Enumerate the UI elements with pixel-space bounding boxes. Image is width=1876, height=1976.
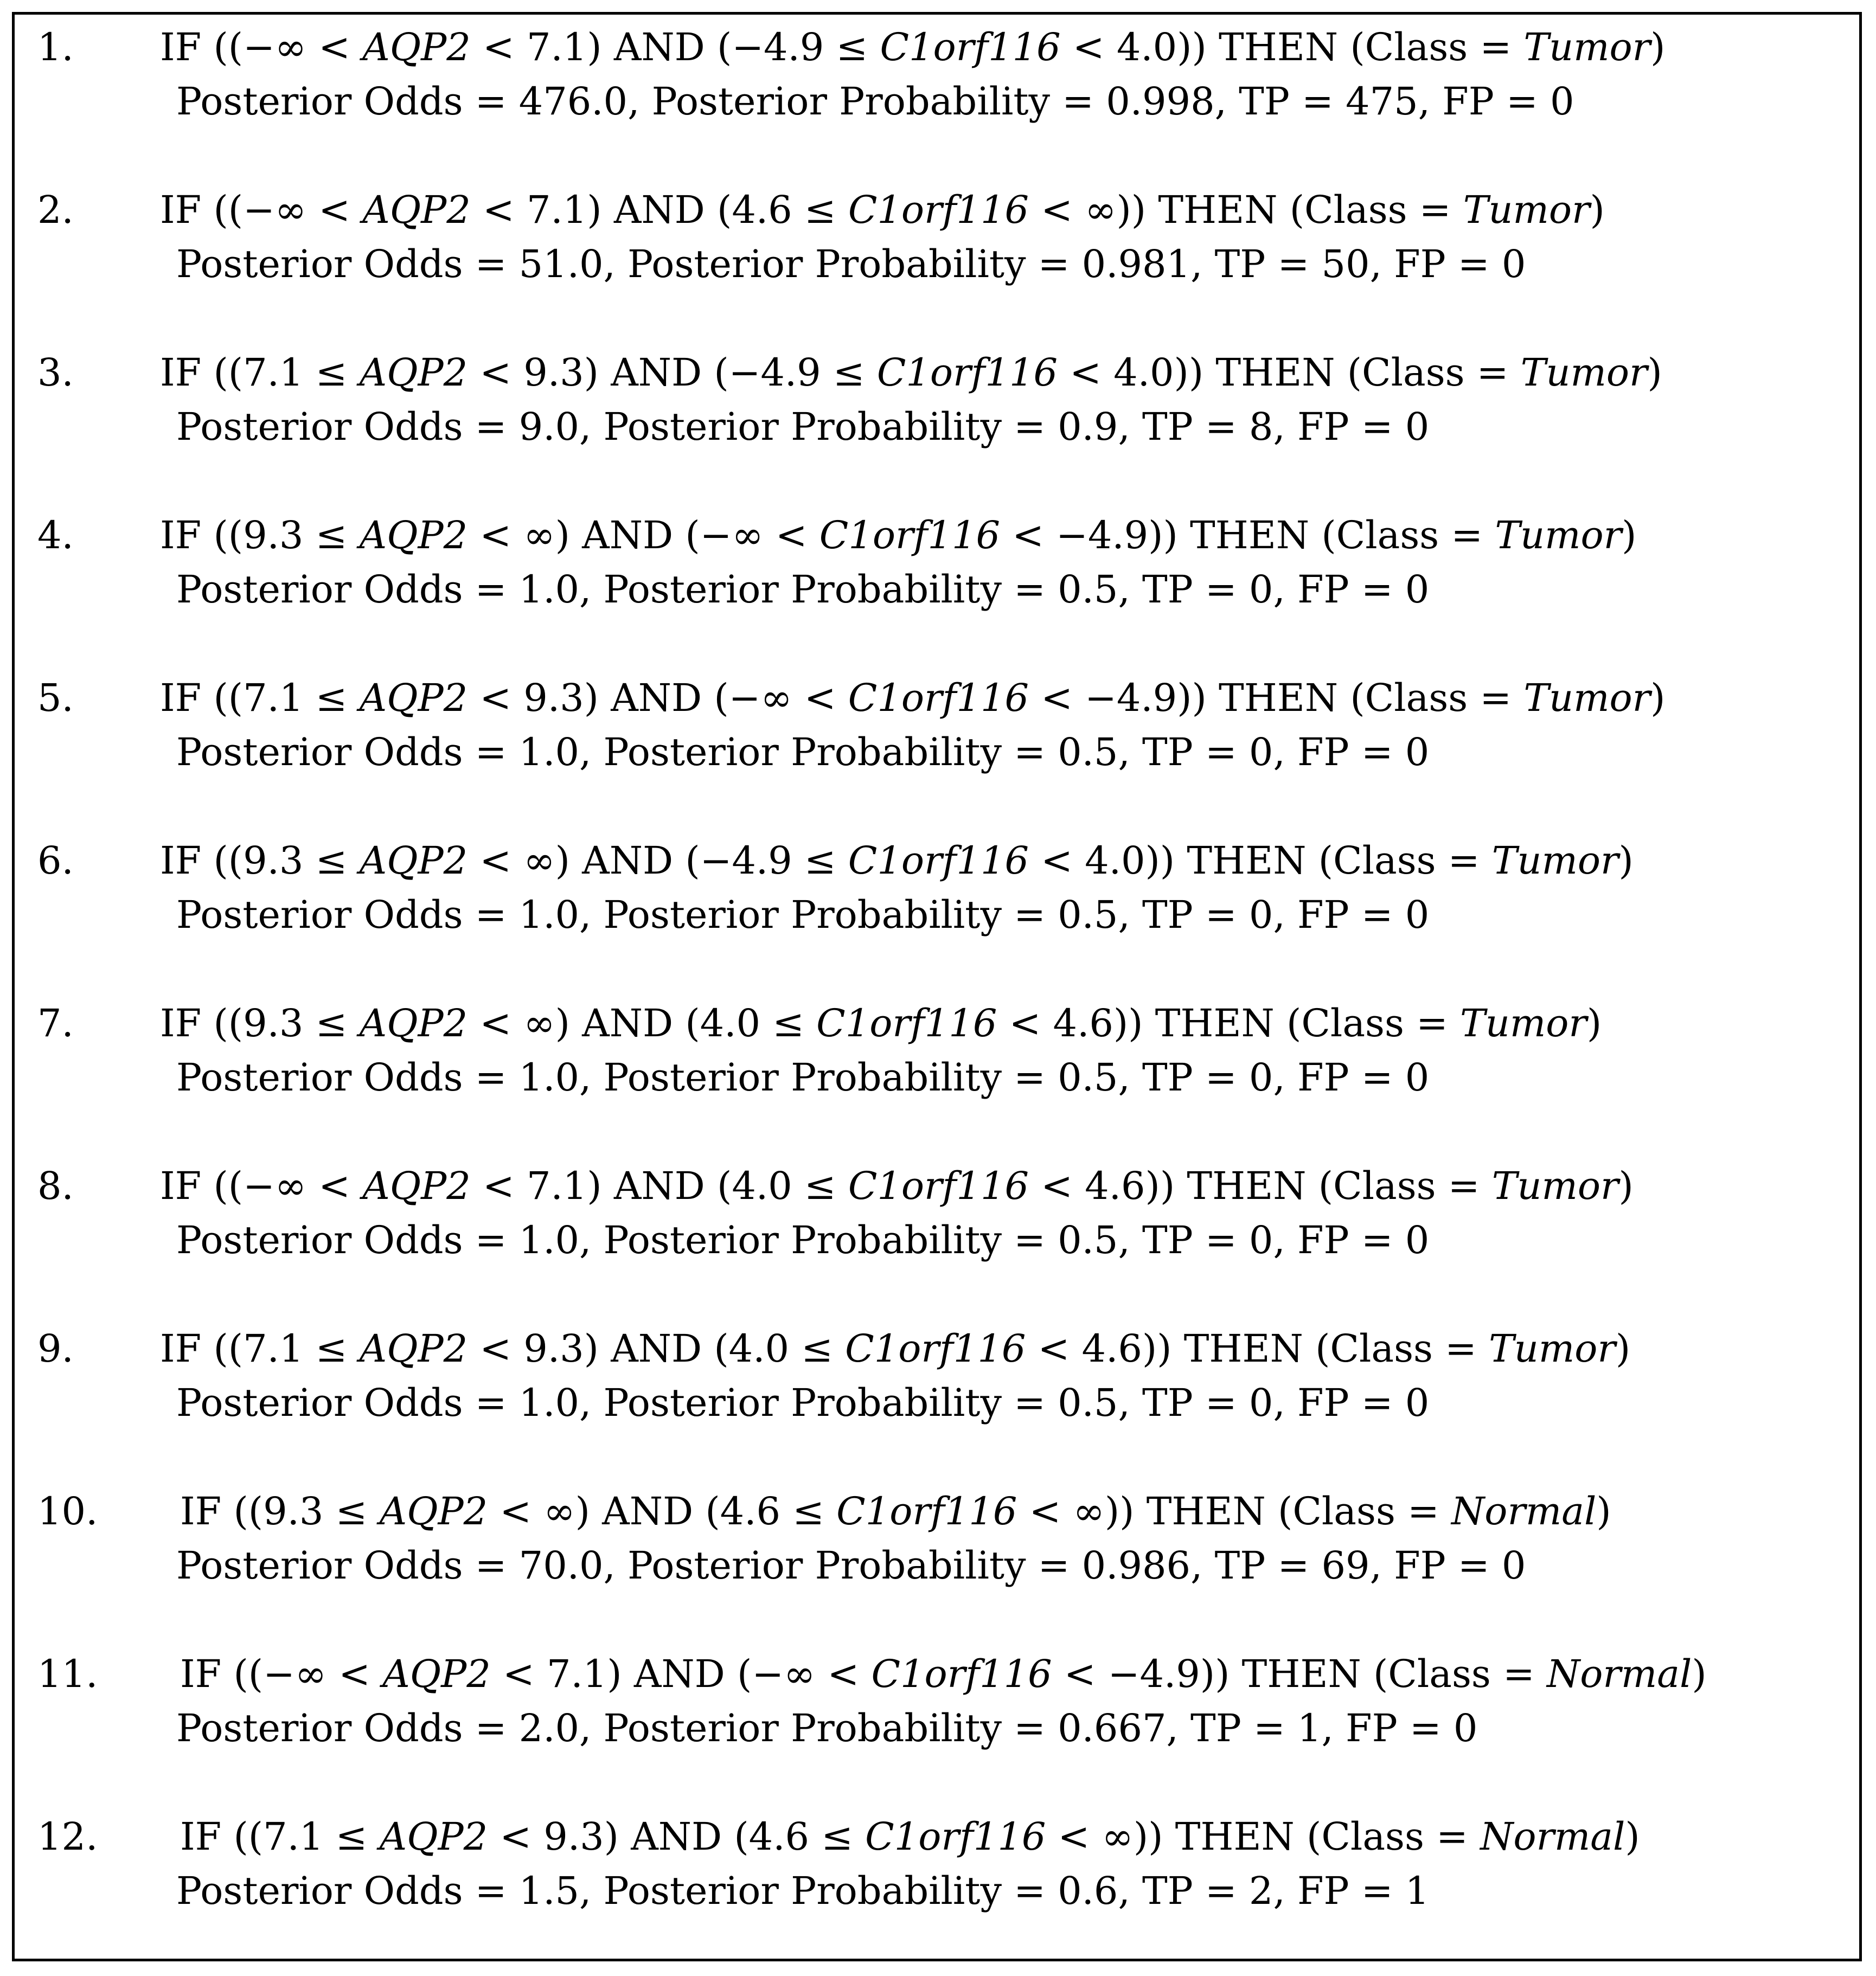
rule-number: 2. (37, 188, 74, 232)
rule-number: 5. (37, 676, 74, 720)
rule-number: 10. (37, 1489, 98, 1534)
rule-number: 7. (37, 1001, 74, 1045)
rule-stats: Posterior Odds = 1.0, Posterior Probability = 0.5, TP = 0, FP = 0 (176, 1218, 1430, 1262)
rule-number: 6. (37, 838, 74, 883)
rule-condition: IF ((−∞ < AQP2 < 7.1) AND (4.0 ≤ C1orf116 < 4.6)) THEN (Class = Tumor) (160, 1164, 1634, 1208)
rule-stats: Posterior Odds = 1.0, Posterior Probability = 0.5, TP = 0, FP = 0 (176, 893, 1430, 937)
rule-condition: IF ((7.1 ≤ AQP2 < 9.3) AND (4.0 ≤ C1orf116 < 4.6)) THEN (Class = Tumor) (160, 1326, 1631, 1371)
rule-stats: Posterior Odds = 1.0, Posterior Probability = 0.5, TP = 0, FP = 0 (176, 730, 1430, 774)
rule-stats: Posterior Odds = 476.0, Posterior Probability = 0.998, TP = 475, FP = 0 (176, 79, 1574, 124)
rule-number: 12. (37, 1814, 98, 1859)
rule-condition: IF ((9.3 ≤ AQP2 < ∞) AND (−∞ < C1orf116 < −4.9)) THEN (Class = Tumor) (160, 513, 1637, 557)
rule-condition: IF ((9.3 ≤ AQP2 < ∞) AND (4.6 ≤ C1orf116 < ∞)) THEN (Class = Normal) (180, 1489, 1611, 1534)
rule-number: 11. (37, 1652, 98, 1696)
rule-number: 1. (37, 25, 74, 69)
rule-stats: Posterior Odds = 1.0, Posterior Probability = 0.5, TP = 0, FP = 0 (176, 567, 1430, 612)
rule-number: 8. (37, 1164, 74, 1208)
rule-condition: IF ((7.1 ≤ AQP2 < 9.3) AND (−4.9 ≤ C1orf116 < 4.0)) THEN (Class = Tumor) (160, 350, 1662, 395)
rule-number: 4. (37, 513, 74, 557)
rules-box (12, 12, 1862, 1961)
rule-stats: Posterior Odds = 9.0, Posterior Probability = 0.9, TP = 8, FP = 0 (176, 405, 1430, 449)
rule-condition: IF ((−∞ < AQP2 < 7.1) AND (−4.9 ≤ C1orf116 < 4.0)) THEN (Class = Tumor) (160, 25, 1666, 69)
rule-stats: Posterior Odds = 1.0, Posterior Probability = 0.5, TP = 0, FP = 0 (176, 1055, 1430, 1100)
rule-stats: Posterior Odds = 51.0, Posterior Probability = 0.981, TP = 50, FP = 0 (176, 242, 1526, 286)
rule-condition: IF ((−∞ < AQP2 < 7.1) AND (4.6 ≤ C1orf116 < ∞)) THEN (Class = Tumor) (160, 188, 1605, 232)
rule-number: 9. (37, 1326, 74, 1371)
rule-stats: Posterior Odds = 1.0, Posterior Probability = 0.5, TP = 0, FP = 0 (176, 1381, 1430, 1425)
rule-condition: IF ((7.1 ≤ AQP2 < 9.3) AND (−∞ < C1orf116 < −4.9)) THEN (Class = Tumor) (160, 676, 1666, 720)
rule-condition: IF ((9.3 ≤ AQP2 < ∞) AND (4.0 ≤ C1orf116 < 4.6)) THEN (Class = Tumor) (160, 1001, 1602, 1045)
rule-condition: IF ((9.3 ≤ AQP2 < ∞) AND (−4.9 ≤ C1orf116 < 4.0)) THEN (Class = Tumor) (160, 838, 1634, 883)
rule-condition: IF ((7.1 ≤ AQP2 < 9.3) AND (4.6 ≤ C1orf116 < ∞)) THEN (Class = Normal) (180, 1814, 1640, 1859)
rule-stats: Posterior Odds = 1.5, Posterior Probability = 0.6, TP = 2, FP = 1 (176, 1869, 1430, 1913)
rule-number: 3. (37, 350, 74, 395)
rule-stats: Posterior Odds = 70.0, Posterior Probability = 0.986, TP = 69, FP = 0 (176, 1543, 1526, 1588)
rule-condition: IF ((−∞ < AQP2 < 7.1) AND (−∞ < C1orf116 < −4.9)) THEN (Class = Normal) (180, 1652, 1707, 1696)
rule-stats: Posterior Odds = 2.0, Posterior Probability = 0.667, TP = 1, FP = 0 (176, 1706, 1478, 1750)
